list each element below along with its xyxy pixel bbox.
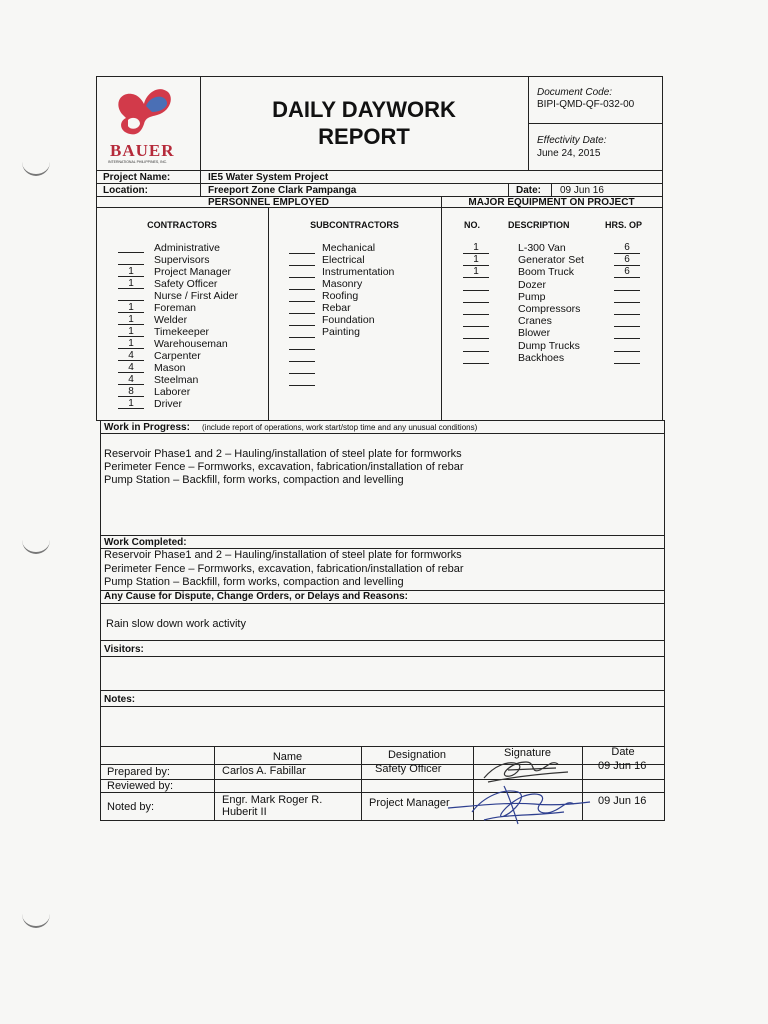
contractor-count: 8 xyxy=(128,386,134,397)
contractor-label: Warehouseman xyxy=(154,338,228,350)
equipment-hrs: 6 xyxy=(624,266,630,278)
subcontractors-column-header: SUBCONTRACTORS xyxy=(310,220,399,230)
prepared-by-signature xyxy=(478,752,578,786)
wip-line-2: Perimeter Fence – Formworks, excavation, fabrication/installation of rebar xyxy=(104,461,464,473)
prepared-by-name: Carlos A. Fabillar xyxy=(222,765,306,777)
location-label: Location: xyxy=(103,185,148,196)
equipment-no-blank xyxy=(463,302,489,303)
noted-by-designation: Project Manager xyxy=(369,797,450,809)
contractor-count-blank xyxy=(118,252,144,253)
report-title-line2: REPORT xyxy=(318,124,410,149)
subcontractor-blank xyxy=(289,373,315,374)
contractor-count: 1 xyxy=(128,326,134,337)
subcontractor-blank xyxy=(289,361,315,362)
logo-subtitle: INTERNATIONAL PHILIPPINES, INC. xyxy=(108,160,168,164)
subcontractor-blank xyxy=(289,349,315,350)
notes-label: Notes: xyxy=(104,694,136,705)
contractor-label: Foreman xyxy=(154,302,197,314)
noted-by-signature xyxy=(444,782,594,828)
contractor-count: 1 xyxy=(128,338,134,349)
completed-line-3: Pump Station – Backfill, form works, compaction and levelling xyxy=(104,576,404,588)
dispute-label: Any Cause for Dispute, Change Orders, or Delays and Reasons: xyxy=(104,591,408,602)
subcontractor-label: Roofing xyxy=(322,290,359,302)
completed-line-2: Perimeter Fence – Formworks, excavation, fabrication/installation of rebar xyxy=(104,563,464,575)
subcontractor-label: Mechanical xyxy=(322,242,376,254)
contractor-count: 1 xyxy=(128,398,134,409)
logo-name: BAUER xyxy=(110,141,175,160)
equipment-no: 1 xyxy=(473,266,479,278)
equipment-description: Boom Truck xyxy=(518,266,575,279)
major-equipment-header: MAJOR EQUIPMENT ON PROJECT xyxy=(468,197,635,208)
equipment-hrs-header: HRS. OP xyxy=(605,220,643,230)
bauer-logo-mark xyxy=(112,84,176,140)
equipment-description: Cranes xyxy=(518,315,552,328)
contractor-label: Mason xyxy=(154,362,186,374)
equipment-description: Dump Trucks xyxy=(518,339,580,352)
equipment-hrs-blank xyxy=(614,302,640,303)
equipment-no-blank xyxy=(463,290,489,291)
project-name-label: Project Name: xyxy=(103,172,171,183)
contractor-label: Administrative xyxy=(154,242,220,254)
subcontractor-label: Rebar xyxy=(322,302,351,314)
personnel-employed-header: PERSONNEL EMPLOYED xyxy=(208,197,329,208)
dispute-text: Rain slow down work activity xyxy=(106,618,246,630)
contractor-count: 1 xyxy=(128,314,134,325)
prepared-by-designation: Safety Officer xyxy=(375,763,442,775)
subcontractor-label: Electrical xyxy=(322,254,365,266)
completed-line-1: Reservoir Phase1 and 2 – Hauling/installation of steel plate for formworks xyxy=(104,549,462,561)
contractor-label: Timekeeper xyxy=(154,326,210,338)
noted-by-name-line2: Huberit II xyxy=(222,806,267,818)
subcontractor-blank xyxy=(289,265,315,266)
contractor-label: Nurse / First Aider xyxy=(154,290,239,302)
equipment-no-blank xyxy=(463,277,489,278)
project-name: IE5 Water System Project xyxy=(208,172,329,183)
equipment-hrs-blank xyxy=(614,326,640,327)
equipment-hrs-blank xyxy=(614,338,640,339)
equipment-hrs-blank xyxy=(614,351,640,352)
contractor-label: Steelman xyxy=(154,374,199,386)
date-label: Date: xyxy=(516,185,542,196)
subcontractor-blank xyxy=(289,301,315,302)
equipment-description: Generator Set xyxy=(518,254,584,267)
equipment-hrs-blank xyxy=(614,277,640,278)
equipment-no-blank xyxy=(463,338,489,339)
subcontractor-blank xyxy=(289,277,315,278)
equipment-hrs-blank xyxy=(614,290,640,291)
equipment-no: 1 xyxy=(473,242,479,253)
contractor-count: 1 xyxy=(128,302,134,313)
equipment-no-blank xyxy=(463,363,489,364)
report-date: 09 Jun 16 xyxy=(560,185,604,196)
equipment-description: Backhoes xyxy=(518,351,565,364)
subcontractor-label: Painting xyxy=(322,326,360,338)
contractor-label: Supervisors xyxy=(154,254,210,266)
wip-line-1: Reservoir Phase1 and 2 – Hauling/installation of steel plate for formworks xyxy=(104,448,462,460)
contractors-column-header: CONTRACTORS xyxy=(147,220,217,230)
contractor-label: Safety Officer xyxy=(154,278,218,290)
noted-by-label: Noted by: xyxy=(107,801,155,813)
contractor-count: 1 xyxy=(128,266,134,277)
contractor-label: Welder xyxy=(154,314,188,326)
signature-table-name-header: Name xyxy=(272,751,303,763)
subcontractor-blank xyxy=(289,325,315,326)
prepared-by-label: Prepared by: xyxy=(107,766,170,778)
contractor-label: Project Manager xyxy=(154,266,232,278)
contractor-label: Laborer xyxy=(154,386,191,398)
work-in-progress-note: (include report of operations, work start/stop time and any unusual conditions) xyxy=(202,423,478,432)
subcontractor-label: Foundation xyxy=(322,314,375,326)
contractor-label: Carpenter xyxy=(154,350,201,362)
equipment-description-header: DESCRIPTION xyxy=(508,220,570,230)
signature-table-date-header: Date xyxy=(611,746,635,758)
location: Freeport Zone Clark Pampanga xyxy=(208,185,357,196)
equipment-no-blank xyxy=(463,326,489,327)
document-code: BIPI-QMD-QF-032-00 xyxy=(537,99,635,110)
equipment-hrs-blank xyxy=(614,314,640,315)
equipment-no-header: NO. xyxy=(464,220,481,230)
equipment-no-blank xyxy=(463,314,489,315)
report-title-line1: DAILY DAYWORK xyxy=(272,97,456,122)
visitors-label: Visitors: xyxy=(104,644,144,655)
equipment-description: Compressors xyxy=(518,303,581,315)
subcontractor-label: Instrumentation xyxy=(322,266,395,278)
equipment-no: 1 xyxy=(473,254,479,266)
signature-table-signature-header: Signature xyxy=(503,747,552,759)
subcontractor-blank xyxy=(289,253,315,254)
work-in-progress-label: Work in Progress: xyxy=(104,422,190,433)
contractor-count: 4 xyxy=(128,362,134,373)
work-completed-label: Work Completed: xyxy=(104,537,187,548)
subcontractor-blank xyxy=(289,289,315,290)
contractor-count: 1 xyxy=(128,278,134,289)
equipment-description: Dozer xyxy=(518,278,547,291)
document-code-label: Document Code: xyxy=(537,87,613,98)
subcontractor-label: Masonry xyxy=(322,278,363,290)
noted-by-date: 09 Jun 16 xyxy=(598,795,647,807)
contractor-count: 4 xyxy=(128,350,134,361)
contractor-count-blank xyxy=(118,300,144,301)
equipment-description: Pump xyxy=(518,290,546,303)
wip-line-3: Pump Station – Backfill, form works, compaction and levelling xyxy=(104,474,404,486)
noted-by-name-line1: Engr. Mark Roger R. xyxy=(222,794,323,806)
contractor-label: Driver xyxy=(154,398,182,410)
contractor-count-blank xyxy=(118,264,144,265)
subcontractor-blank xyxy=(289,313,315,314)
equipment-hrs: 6 xyxy=(624,254,630,266)
effectivity-date-label: Effectivity Date: xyxy=(537,135,607,146)
contractor-count: 4 xyxy=(128,374,134,385)
equipment-hrs: 6 xyxy=(624,242,630,253)
subcontractor-blank xyxy=(289,337,315,338)
effectivity-date: June 24, 2015 xyxy=(537,148,601,159)
signature-table-designation-header: Designation xyxy=(387,749,447,761)
prepared-by-date: 09 Jun 16 xyxy=(598,760,647,772)
equipment-hrs-blank xyxy=(614,363,640,364)
equipment-description: L-300 Van xyxy=(518,242,566,254)
reviewed-by-label: Reviewed by: xyxy=(107,780,174,792)
equipment-no-blank xyxy=(463,351,489,352)
subcontractor-blank xyxy=(289,385,315,386)
equipment-description: Blower xyxy=(518,327,551,340)
